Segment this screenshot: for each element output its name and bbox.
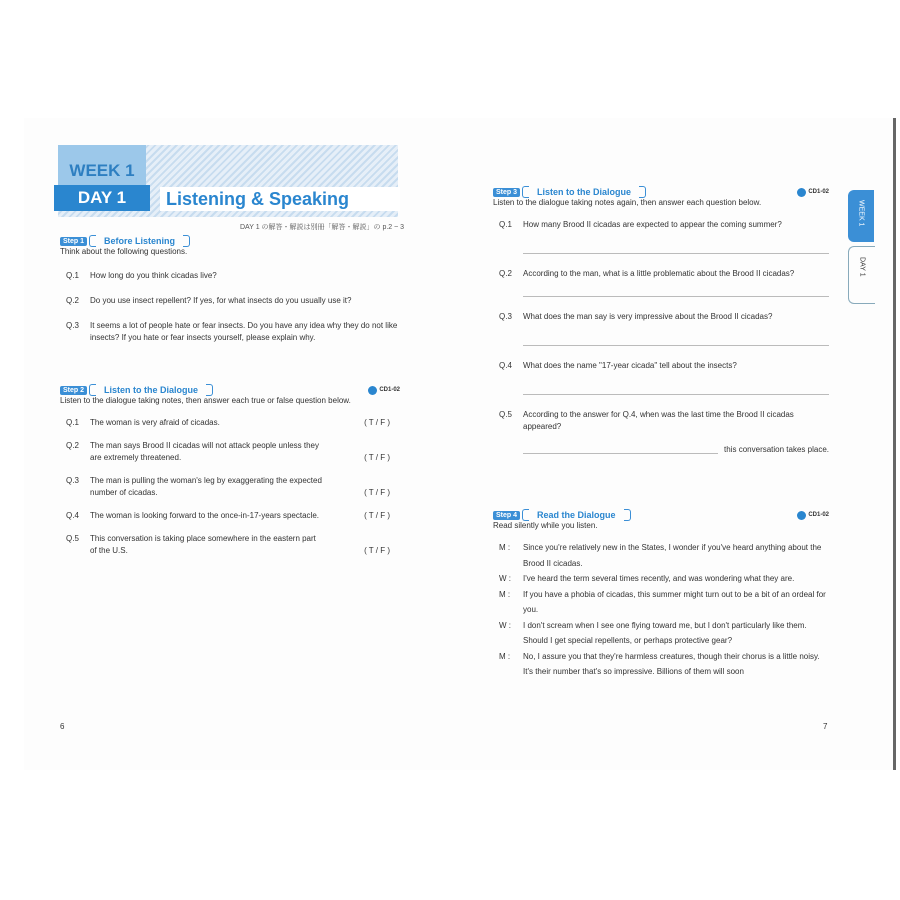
dialogue-line: M : If you have a phobia of cicadas, this summer might turn out to be a bit of an ordeal for you. [499,589,826,614]
question: Q.2 According to the man, what is a little problematic about the Brood II cicadas? [499,269,795,278]
question: Q.3 It seems a lot of people hate or fear insects. Do you have any idea why they do not like insects? If you hate or fear insects yourself, please explain why. [66,321,398,342]
cd-track: CD1-02 [797,188,829,197]
tab-week-1[interactable]: WEEK 1 [848,190,874,242]
tf-question: Q.5 This conversation is taking place somewhere in the eastern part of the U.S. ( T / F ) [66,534,390,555]
answer-note: DAY 1 の解答・解説は別冊「解答・解説」の p.2 ~ 3 [240,224,405,231]
tf-question: Q.4 The woman is looking forward to the once-in-17-years spectacle. ( T / F ) [66,511,390,520]
step-badge: Step 4 [493,511,520,520]
page-number: 7 [823,722,828,731]
question: Q.1 How many Brood II cicadas are expected to appear the coming summer? [499,220,782,229]
step2-section [60,384,400,557]
dialogue-line: W : I don't scream when I see one flying toward me, but I don't particularly like them. Should I get special repellents, or perhaps protective gear? [499,620,807,645]
cd-track: CD1-02 [797,511,829,520]
step-badge: Step 2 [60,386,87,395]
step-badge: Step 1 [60,237,87,246]
tf-question: Q.1 The woman is very afraid of cicadas. ( T / F ) [66,418,390,427]
dialogue-line: M : No, I assure you that they're harmless creatures, though their chorus is a little noisy. It's their number that's so impressive. Billions of them will soon [499,651,820,676]
answer-suffix: this conversation takes place. [724,445,829,454]
answer-line[interactable] [523,394,829,395]
step4-section [493,509,829,680]
question: Q.5 According to the answer for Q.4, when was the last time the Brood II cicadas appeared? [499,410,794,431]
step1-section [60,235,400,344]
page-number: 6 [60,722,65,731]
step-title: Before Listening [104,236,176,246]
step3-section [493,186,829,454]
question: Q.4 What does the name "17-year cicada" tell about the insects? [499,361,737,370]
page-edge [893,118,896,770]
question: Q.1 How long do you think cicadas live? [66,271,217,280]
step-badge: Step 3 [493,188,520,197]
tab-day-1[interactable]: DAY 1 [848,246,875,304]
answer-line[interactable] [523,253,829,254]
cd-icon [797,188,806,197]
step-title: Read the Dialogue [537,510,616,520]
step-title: Listen to the Dialogue [537,187,632,197]
cd-track: CD1-02 [368,386,400,395]
question: Q.2 Do you use insect repellent? If yes, for what insects do you usually use it? [66,296,352,305]
question: Q.3 What does the man say is very impressive about the Brood II cicadas? [499,312,773,321]
instruction: Listen to the dialogue taking notes, then answer each true or false question below. [60,396,351,405]
week-label: WEEK 1 [58,145,146,185]
answer-line[interactable] [523,453,718,454]
day-label: DAY 1 [54,185,150,211]
answer-line[interactable] [523,296,829,297]
step-title: Listen to the Dialogue [104,385,199,395]
tf-question: Q.3 The man is pulling the woman's leg by exaggerating the expected number of cicadas. ( T / F ) [66,476,390,497]
instruction: Think about the following questions. [60,247,188,256]
instruction: Read silently while you listen. [493,521,598,530]
answer-line[interactable] [523,345,829,346]
cd-icon [797,511,806,520]
cd-icon [368,386,377,395]
instruction: Listen to the dialogue taking notes again, then answer each question below. [493,198,762,207]
dialogue-line: W : I've heard the term several times recently, and was wondering what they are. [499,574,795,583]
dialogue-line: M : Since you're relatively new in the States, I wonder if you've heard anything about the Brood II cicadas. [499,543,822,568]
page-title: Listening & Speaking [160,187,400,211]
tf-question: Q.2 The man says Brood II cicadas will not attack people unless they are extremely threatened. ( T / F ) [66,441,390,462]
